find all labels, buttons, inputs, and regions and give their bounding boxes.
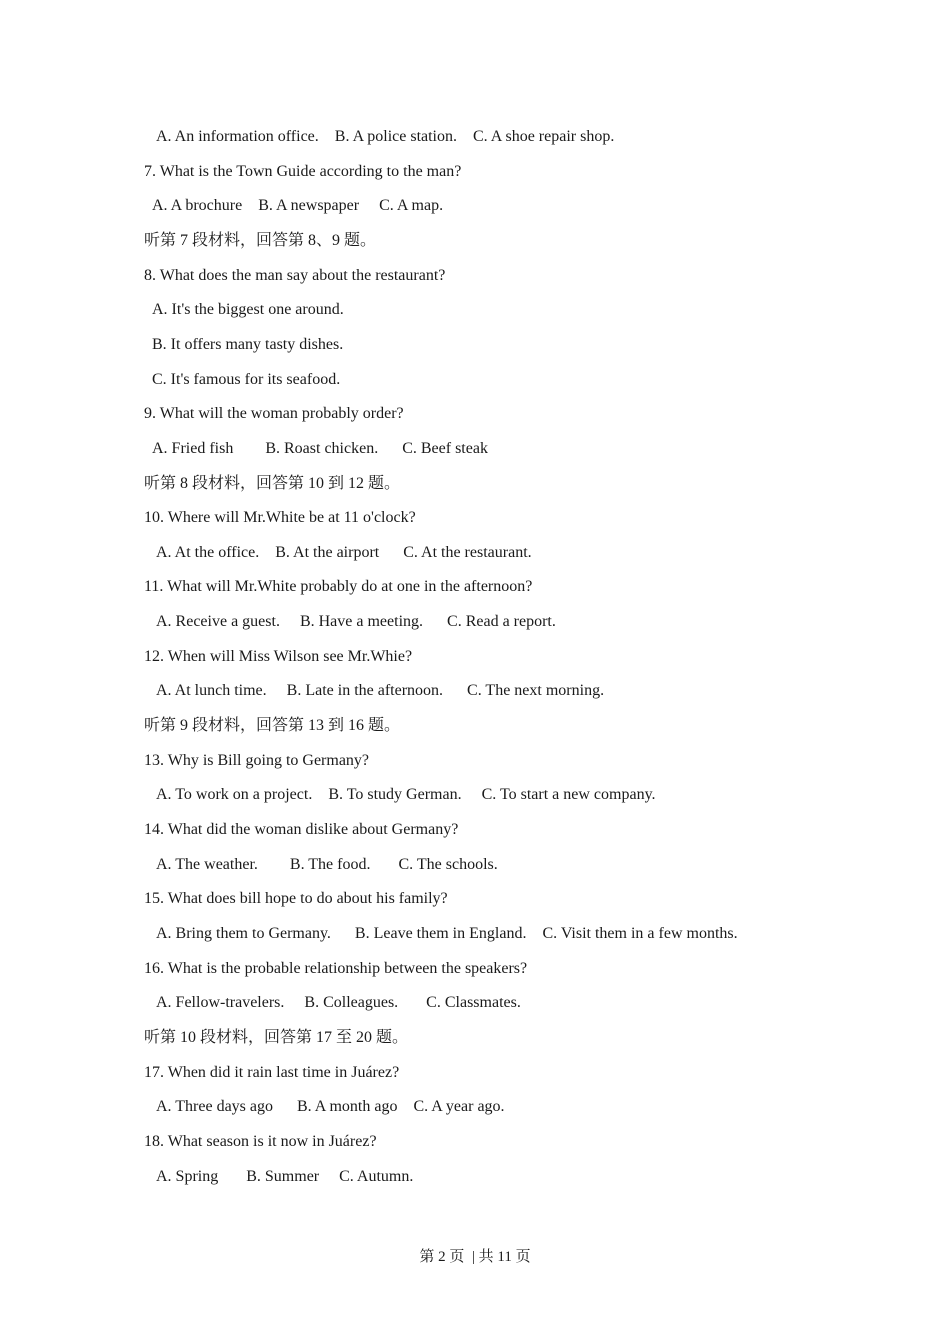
answer-options: A. A brochure B. A newspaper C. A map. <box>152 197 444 214</box>
answer-options: A. To work on a project. B. To study German. C. To start a new company. <box>156 786 656 803</box>
question-text: 11. What will Mr.White probably do at one in the afternoon? <box>144 578 533 595</box>
section-instruction: 听第 9 段材料，回答第 13 到 16 题。 <box>144 717 401 734</box>
section-instruction: 听第 10 段材料，回答第 17 至 20 题。 <box>144 1029 409 1046</box>
question-text: 14. What did the woman dislike about Germany? <box>144 821 459 838</box>
answer-options: C. It's famous for its seafood. <box>152 371 341 388</box>
question-text: 18. What season is it now in Juárez? <box>144 1133 377 1150</box>
answer-options: A. An information office. B. A police station. C. A shoe repair shop. <box>156 128 615 145</box>
answer-options: A. The weather. B. The food. C. The schools. <box>156 856 498 873</box>
footer-separator: | <box>468 1249 479 1265</box>
question-text: 8. What does the man say about the restaurant? <box>144 267 446 284</box>
page-total: 共 11 页 <box>478 1249 531 1265</box>
answer-options: A. At lunch time. B. Late in the afternoon. C. The next morning. <box>156 682 605 699</box>
answer-options: A. Receive a guest. B. Have a meeting. C. Read a report. <box>156 613 556 630</box>
page-number: 第 2 页 <box>419 1249 469 1265</box>
question-text: 12. When will Miss Wilson see Mr.Whie? <box>144 648 413 665</box>
question-text: 17. When did it rain last time in Juárez? <box>144 1064 400 1081</box>
question-text: 15. What does bill hope to do about his family? <box>144 890 448 907</box>
section-instruction: 听第 7 段材料，回答第 8、9 题。 <box>144 232 377 249</box>
question-text: 13. Why is Bill going to Germany? <box>144 752 370 769</box>
question-text: 16. What is the probable relationship between the speakers? <box>144 960 528 977</box>
answer-options: A. Fried fish B. Roast chicken. C. Beef steak <box>152 440 488 457</box>
question-text: 9. What will the woman probably order? <box>144 405 404 422</box>
section-instruction: 听第 8 段材料，回答第 10 到 12 题。 <box>144 475 401 492</box>
answer-options: A. Bring them to Germany. B. Leave them in England. C. Visit them in a few months. <box>156 925 738 942</box>
page-footer <box>0 1245 950 1266</box>
answer-options: A. Three days ago B. A month ago C. A year ago. <box>156 1098 505 1115</box>
answer-options: A. At the office. B. At the airport C. At the restaurant. <box>156 544 532 561</box>
answer-options: B. It offers many tasty dishes. <box>152 336 344 353</box>
answer-options: A. Spring B. Summer C. Autumn. <box>156 1168 414 1185</box>
question-text: 7. What is the Town Guide according to the man? <box>144 163 462 180</box>
answer-options: A. It's the biggest one around. <box>152 301 344 318</box>
answer-options: A. Fellow-travelers. B. Colleagues. C. Classmates. <box>156 994 521 1011</box>
question-text: 10. Where will Mr.White be at 11 o'clock? <box>144 509 416 526</box>
